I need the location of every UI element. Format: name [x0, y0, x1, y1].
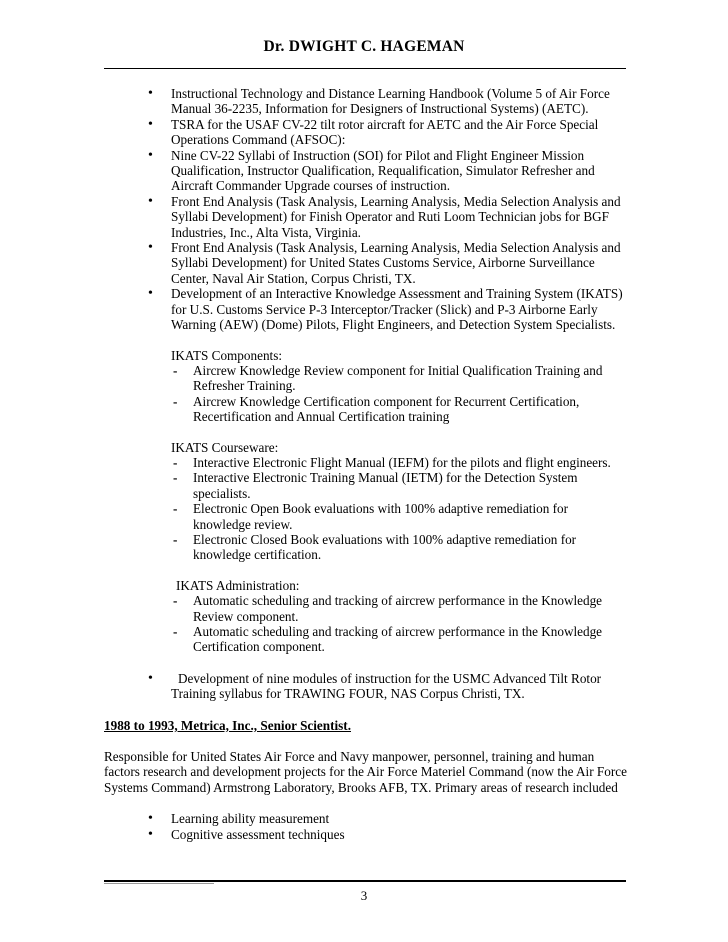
list-item-text: Electronic Open Book evaluations with 100% adaptive remediation for knowledge review.: [193, 501, 569, 532]
bullet-text: Front End Analysis (Task Analysis, Learning Analysis, Media Selection Analysis and Syllabi Development) for United States Customs Service, Airborne Surveillance Center, Naval Air Station, Corpus Christi, TX.: [171, 240, 621, 286]
list-item-text: Learning ability measurement: [171, 811, 330, 827]
ikats-courseware-block: [104, 440, 628, 563]
footer-rule-shadow: [104, 883, 214, 884]
list-item-text: Automatic scheduling and tracking of aircrew performance in the Knowledge Certification component.: [193, 624, 603, 655]
employment-heading: 1988 to 1993, Metrica, Inc., Senior Scientist.: [104, 717, 351, 733]
ikats-components-block: [104, 348, 628, 425]
page-header-name: Dr. DWIGHT C. HAGEMAN: [263, 38, 465, 55]
list-item: [104, 240, 628, 286]
page-number: 3: [360, 888, 368, 903]
dash-icon: -: [173, 593, 178, 609]
list-item: [171, 593, 628, 624]
research-area-list: [104, 811, 628, 842]
ikats-components-title: IKATS Components:: [171, 347, 282, 363]
list-item-text: Aircrew Knowledge Review component for Initial Qualification Training and Refresher Training.: [193, 362, 603, 394]
bullet-icon: •: [148, 116, 153, 132]
list-item: [104, 148, 628, 194]
ikats-administration-list: [171, 593, 628, 655]
bullet-icon: •: [148, 826, 153, 842]
list-item: [104, 827, 628, 842]
ikats-administration-block: [104, 578, 628, 655]
bullet-icon: •: [148, 240, 153, 256]
list-item-text: Aircrew Knowledge Certification component for Recurrent Certification, Recertification and Annual Certification training: [193, 393, 580, 425]
ikats-courseware-title: IKATS Courseware:: [171, 439, 279, 455]
bullet-icon: •: [148, 670, 153, 686]
dash-icon: -: [173, 454, 178, 470]
usmc-bullet-line-2: Training syllabus for TRAWING FOUR, NAS Corpus Christi, TX.: [171, 686, 525, 702]
employment-paragraph: Responsible for United States Air Force and Navy manpower, personnel, training and human factors research and development projects for the Air Force Materiel Command (now the Air Force Systems Command) Armstrong Laboratory, Brooks AFB, TX. Primary areas of research included: [104, 749, 627, 795]
list-item-text: Automatic scheduling and tracking of aircrew performance in the Knowledge Review component.: [193, 593, 603, 624]
list-item-text: Cognitive assessment techniques: [171, 826, 345, 842]
bullet-text: Instructional Technology and Distance Learning Handbook (Volume 5 of Air Force Manual 36-2235, Information for Designers of Instructional Systems) (AETC).: [171, 86, 610, 117]
list-item: [104, 286, 628, 332]
bullet-text: Front End Analysis (Task Analysis, Learning Analysis, Media Selection Analysis and Syllabi Development) for Finish Operator and Ruti Loom Technician jobs for BGF Industries, Inc., Alta Vista, Virginia.: [171, 193, 621, 240]
list-item: [104, 86, 628, 117]
list-item: [171, 624, 628, 655]
ikats-components-list: [171, 363, 628, 425]
usmc-bullet-list: [104, 671, 628, 702]
bullet-icon: •: [148, 86, 153, 101]
document-body: [104, 86, 628, 842]
dash-icon: -: [173, 393, 178, 409]
list-item: [171, 394, 628, 425]
dash-icon: -: [173, 624, 178, 639]
dash-icon: -: [173, 531, 178, 547]
bullet-icon: •: [148, 193, 153, 209]
bullet-text: Nine CV-22 Syllabi of Instruction (SOI) for Pilot and Flight Engineer Mission Qualification, Instructor Qualification, Requalification, Simulator Refresher and Aircraft Commander Upgrade courses of instruction.: [171, 147, 595, 194]
header-rule: [104, 68, 626, 69]
list-item-text: Electronic Closed Book evaluations with 100% adaptive remediation for knowledge certification.: [193, 531, 577, 563]
list-item: [104, 811, 628, 826]
list-item: [104, 671, 628, 702]
ikats-courseware-list: [171, 455, 628, 563]
ikats-administration-title: IKATS Administration:: [176, 577, 300, 593]
list-item: [171, 532, 628, 563]
list-item: [171, 470, 628, 501]
bullet-icon: •: [148, 811, 153, 827]
footer-rule: [104, 880, 626, 882]
bullet-text: TSRA for the USAF CV-22 tilt rotor aircraft for AETC and the Air Force Special Operations Command (AFSOC):: [171, 116, 599, 148]
usmc-bullet-line-1: Development of nine modules of instruction for the USMC Advanced Tilt Rotor: [178, 670, 602, 686]
dash-icon: -: [173, 362, 178, 378]
list-item-text: Interactive Electronic Training Manual (IETM) for the Detection System specialists.: [193, 470, 578, 501]
list-item: [104, 117, 628, 148]
list-item: [104, 194, 628, 240]
bullet-icon: •: [148, 286, 153, 302]
list-item: [171, 455, 628, 470]
dash-icon: -: [173, 470, 178, 486]
project-bullet-list: [104, 86, 628, 333]
list-item-text: Interactive Electronic Flight Manual (IEFM) for the pilots and flight engineers.: [193, 454, 611, 470]
list-item: [171, 501, 628, 532]
list-item: [171, 363, 628, 394]
bullet-icon: •: [148, 147, 153, 163]
bullet-text: Development of an Interactive Knowledge Assessment and Training System (IKATS) for U.S. Customs Service P-3 Interceptor/Tracker (Slick) and P-3 Airborne Early Warning (AEW) (Dome) Pilots, Flight Engineers, and Detection System Specialists.: [171, 286, 623, 333]
dash-icon: -: [173, 501, 178, 517]
